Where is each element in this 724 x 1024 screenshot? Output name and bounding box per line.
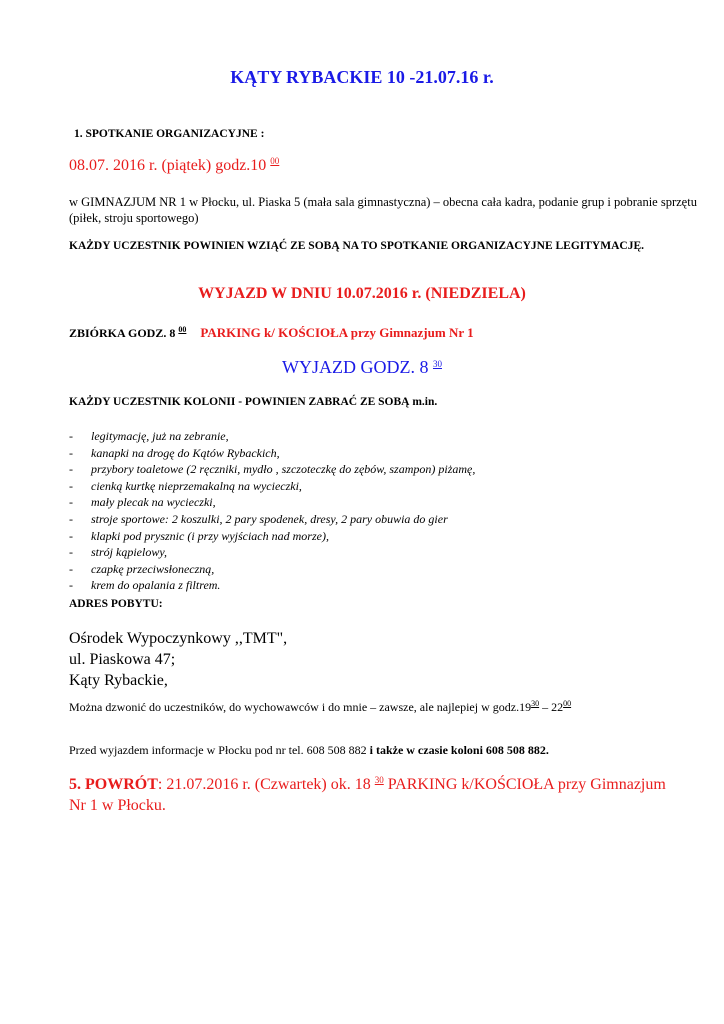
- list-item-text: legitymację, już na zebranie,: [91, 429, 229, 443]
- list-dash: -: [69, 545, 73, 560]
- list-item-text: klapki pod prysznic (i przy wyjściach nad morze),: [91, 528, 329, 543]
- gathering-label: ZBIÓRKA GODZ. 8: [69, 326, 176, 340]
- departure-day: WYJAZD W DNIU 10.07.2016 r. (NIEDZIELA): [198, 285, 526, 302]
- list-item-text: kanapki na drogę do Kątów Rybackich,: [91, 445, 280, 460]
- list-dash: -: [69, 429, 73, 443]
- list-dash: -: [69, 445, 73, 460]
- return-info: [69, 774, 669, 816]
- list-item: [69, 478, 475, 495]
- call-info-text: Można dzwonić do uczestników, do wychowawców i do mnie – zawsze, ale najlepiej w godz.19: [69, 700, 532, 714]
- list-item: [69, 528, 475, 545]
- return-rest: PARKING k/KOŚCIOŁA przy Gimnazjum Nr 1 w Płocku.: [69, 776, 666, 814]
- gathering-place: PARKING k/ KOŚCIOŁA przy Gimnazjum Nr 1: [200, 325, 474, 340]
- list-dash: -: [69, 478, 73, 493]
- section-heading-meeting: 1. SPOTKANIE ORGANIZACYJNE :: [74, 128, 265, 140]
- list-item-text: mały plecak na wycieczki,: [91, 495, 216, 510]
- gathering-line: [69, 325, 474, 341]
- departure-time: [0, 357, 724, 378]
- phone-info-bold: i także w czasie koloni 608 508 882.: [366, 743, 549, 757]
- list-dash: -: [69, 578, 73, 593]
- return-number: 5.: [69, 776, 85, 793]
- departure-time-sup: 30: [432, 359, 442, 369]
- list-item: [69, 445, 475, 462]
- list-item: [69, 544, 475, 561]
- address-line: Kąty Rybackie,: [69, 672, 168, 689]
- list-item: [69, 494, 475, 511]
- list-item: [69, 428, 475, 445]
- list-item: [69, 511, 475, 528]
- meeting-date: [69, 157, 279, 175]
- call-info-dash: – 22: [539, 700, 564, 714]
- list-dash: -: [69, 528, 73, 543]
- meeting-date-text: 08.07. 2016 r. (piątek) godz.10: [69, 157, 267, 174]
- list-item-text: strój kąpielowy,: [91, 545, 167, 560]
- gathering-time-sup: 00: [178, 325, 187, 334]
- list-dash: -: [69, 462, 73, 477]
- phone-info-text: Przed wyjazdem informacje w Płocku pod nr tel. 608 508 882: [69, 743, 367, 757]
- list-dash: -: [69, 511, 73, 526]
- list-item-text: stroje sportowe: 2 koszulki, 2 pary spodenek, dresy, 2 pary obuwia do gier: [91, 511, 448, 526]
- meeting-place: w GIMNAZJUM NR 1 w Płocku, ul. Piaska 5 (mała sala gimnastyczna) – obecna cała kadra, podanie grup i pobranie sprzętu (piłek, stroju sportowego): [69, 195, 697, 225]
- address-header: ADRES POBYTU:: [69, 598, 163, 610]
- return-text: : 21.07.2016 r. (Czwartek) ok. 18: [157, 776, 375, 793]
- bring-list: [69, 428, 475, 594]
- bring-header: KAŻDY UCZESTNIK KOLONII - POWINIEN ZABRAĆ ZE SOBĄ m.in.: [69, 396, 438, 408]
- list-item: [69, 561, 475, 578]
- address-line: ul. Piaskowa 47;: [69, 651, 176, 668]
- call-info: [69, 700, 571, 715]
- meeting-time-sup: 00: [270, 156, 280, 166]
- address-line: Ośrodek Wypoczynkowy ,,TMT",: [69, 630, 288, 647]
- list-item-text: krem do opalania z filtrem.: [91, 578, 221, 593]
- call-time-sup-end: 00: [563, 699, 572, 708]
- list-item-text: cienką kurtkę nieprzemakalną na wycieczki,: [91, 478, 302, 493]
- list-item-text: przybory toaletowe (2 ręczniki, mydło , szczoteczkę do zębów, szampon) piżamę,: [91, 462, 476, 477]
- return-label: POWRÓT: [85, 776, 158, 793]
- id-notice: KAŻDY UCZESTNIK POWINIEN WZIĄĆ ZE SOBĄ NA TO SPOTKANIE ORGANIZACYJNE LEGITYMACJĘ.: [69, 240, 644, 252]
- list-item: [69, 577, 475, 594]
- list-dash: -: [69, 561, 73, 576]
- call-time-sup-start: 30: [531, 699, 540, 708]
- departure-time-label: WYJAZD GODZ. 8: [282, 357, 429, 377]
- list-item: [69, 461, 475, 478]
- return-time-sup: 30: [374, 775, 384, 785]
- phone-info: [69, 743, 549, 758]
- list-dash: -: [69, 495, 73, 510]
- list-item-text: czapkę przeciwsłoneczną,: [91, 561, 215, 576]
- page-title: KĄTY RYBACKIE 10 -21.07.16 r.: [230, 67, 494, 87]
- address-block: [69, 628, 287, 691]
